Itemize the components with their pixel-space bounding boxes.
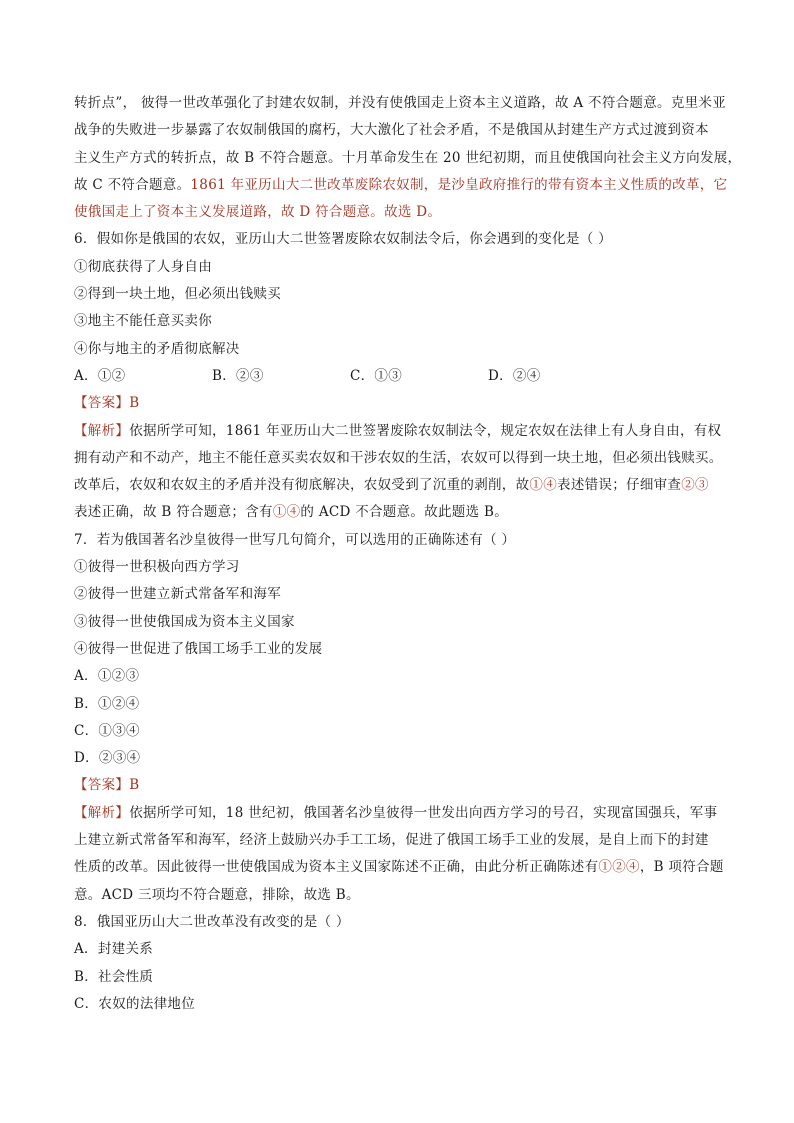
option-c: C．①③ <box>350 367 403 384</box>
text-line <box>74 199 724 226</box>
option-a: A．①② <box>74 367 126 384</box>
analysis-line <box>74 445 724 472</box>
option-row <box>74 363 724 390</box>
option-d: D．②④ <box>488 367 541 384</box>
analysis-line <box>74 882 724 909</box>
option-b: B．①②④ <box>74 695 140 712</box>
answer-value: B <box>129 395 140 412</box>
text-segment: 依据所学可知，1861 年亚历山大二世签署废除农奴制法令，规定农奴在法律上有人身自由，有权 <box>129 422 722 439</box>
option-a: A．封建关系 <box>74 941 154 958</box>
text-segment: ①④ <box>272 504 301 521</box>
statement-item: ②得到一块土地，但必须出钱赎买 <box>74 286 281 303</box>
statement-list <box>74 254 724 363</box>
option-c: C．农奴的法律地位 <box>74 995 196 1012</box>
option-b: B．社会性质 <box>74 968 154 985</box>
answer-value: B <box>129 777 140 794</box>
answer-label: 【答案】 <box>74 395 130 412</box>
option-b: B．②③ <box>212 367 264 384</box>
option-d: D．②③④ <box>74 750 141 767</box>
text-segment: 使俄国走上了资本主义发展道路，故 D 符合题意。故选 D。 <box>74 204 442 221</box>
analysis-label: 【解析】 <box>74 422 130 439</box>
text-segment: 的 ACD 不合题意。故此题选 B。 <box>300 504 509 521</box>
text-segment: 拥有动产和不动产，地主不能任意买卖农奴和干涉农奴的生活，农奴可以得到一块土地，但必须出钱赎买。 <box>74 449 723 466</box>
analysis-line <box>74 854 724 881</box>
text-line <box>74 172 728 199</box>
text-segment: ①④ <box>529 477 558 494</box>
question-7 <box>74 527 724 909</box>
analysis-label: 【解析】 <box>74 804 130 821</box>
statement-item: ④彼得一世促进了俄国工场手工业的发展 <box>74 640 323 657</box>
previous-analysis-continuation <box>74 90 742 226</box>
analysis-line <box>74 827 724 854</box>
text-segment: 性质的改革。因此彼得一世使俄国成为资本主义国家陈述不正确，由此分析正确陈述有 <box>74 859 599 876</box>
option-a: A．①②③ <box>74 668 140 685</box>
answer-line <box>74 772 724 799</box>
statement-item: ③地主不能任意买卖你 <box>74 313 212 330</box>
text-segment: 故 C 不符合题意。 <box>74 176 191 193</box>
statement-list <box>74 554 724 663</box>
statement-item: ①彻底获得了人身自由 <box>74 258 212 275</box>
answer-line <box>74 390 724 417</box>
text-segment: 改革后，农奴和农奴主的矛盾并没有彻底解决，农奴受到了沉重的剥削，故 <box>74 477 530 494</box>
question-stem: 8．俄国亚历山大二世改革没有改变的是（ ） <box>74 913 350 930</box>
statement-item: ④你与地主的矛盾彻底解决 <box>74 340 240 357</box>
answer-label: 【答案】 <box>74 777 130 794</box>
option-c: C．①③④ <box>74 722 140 739</box>
question-8 <box>74 909 724 1018</box>
option-list <box>74 663 724 772</box>
text-segment: 转折点”， 彼得一世改革强化了封建农奴制，并没有使俄国走上资本主义道路，故 A 不符合题意。克里米亚 <box>74 95 727 111</box>
text-segment: 1861 年亚历山大二世改革废除农奴制，是沙皇政府推行的带有资本主义性质的改革，它 <box>190 176 728 193</box>
text-segment: 主义生产方式的转折点，故 B 不符合题意。十月革命发生在 20 世纪初期，而且使俄国向社会主义方向发展， <box>74 149 742 166</box>
question-stem: 7．若为俄国著名沙皇彼得一世写几句简介，可以选用的正确陈述有（ ） <box>74 531 516 548</box>
text-line <box>74 145 742 172</box>
analysis-block <box>74 418 724 527</box>
analysis-block <box>74 800 724 909</box>
statement-item: ②彼得一世建立新式常备军和海军 <box>74 586 281 603</box>
document-page <box>74 90 742 1018</box>
text-segment: 战争的失败进一步暴露了农奴制俄国的腐朽，大大激化了社会矛盾，不是俄国从封建生产方式过渡到资本 <box>74 122 709 139</box>
text-segment: ，B 项符合题 <box>639 859 724 876</box>
analysis-line <box>74 499 724 526</box>
text-line <box>74 117 724 144</box>
statement-item: ③彼得一世使俄国成为资本主义国家 <box>74 613 295 630</box>
text-segment: 依据所学可知，18 世纪初，俄国著名沙皇彼得一世发出向西方学习的号召，实现富国强兵，军事 <box>129 804 718 821</box>
question-6 <box>74 226 724 526</box>
option-list <box>74 936 724 1018</box>
analysis-line <box>74 418 724 445</box>
text-segment: 意。ACD 三项均不符合题意，排除，故选 B。 <box>74 886 360 903</box>
analysis-line <box>74 800 724 827</box>
text-segment: ①②④ <box>598 859 640 876</box>
question-stem: 6．假如你是俄国的农奴，亚历山大二世签署废除农奴制法令后，你会遇到的变化是（ ） <box>74 231 612 248</box>
text-segment: 表述正确，故 B 符合题意；含有 <box>74 504 273 521</box>
text-segment: 表述错误；仔细审查 <box>557 477 682 494</box>
statement-item: ①彼得一世积极向西方学习 <box>74 559 240 576</box>
analysis-line <box>74 472 724 499</box>
text-segment: 上建立新式常备军和海军，经济上鼓励兴办手工工场，促进了俄国工场手工业的发展，是自上而下的封建 <box>74 832 709 849</box>
text-segment: ②③ <box>681 477 709 494</box>
text-line <box>74 90 727 117</box>
